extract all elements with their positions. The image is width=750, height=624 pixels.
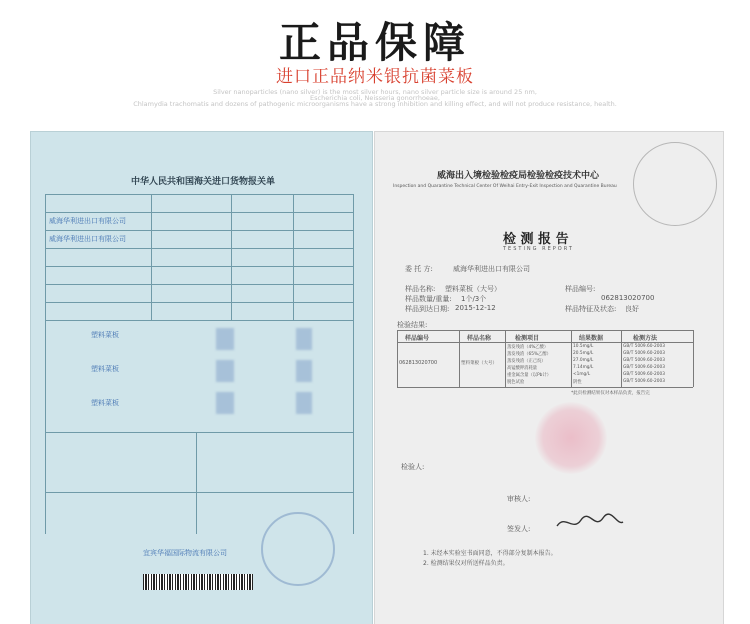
quantity-label: 样品数量/重量: — [405, 295, 452, 303]
date-label: 样品到达日期: — [405, 305, 450, 313]
barcode-icon — [143, 574, 253, 590]
customs-company-2: 威海华利进出口有限公司 — [49, 235, 126, 243]
table-sample-name: 塑料菜板（大号） — [461, 361, 497, 366]
table-row-result: 7.14mg/L — [573, 365, 594, 370]
grid-line — [293, 194, 294, 320]
table-sample-id: 062813020700 — [399, 360, 438, 366]
table-header-sample-id: 样品编号 — [405, 335, 430, 342]
censored-block — [296, 360, 312, 382]
stamp-icon — [261, 512, 335, 586]
table-header-result: 结果数据 — [579, 335, 604, 342]
table-line — [397, 342, 693, 343]
conclusion-label: 检验结果: — [397, 321, 428, 329]
grid-line — [45, 302, 353, 303]
official-seal-icon — [535, 402, 607, 474]
censored-block — [296, 328, 312, 350]
note-2: 2. 检测结果仅对所送样品负责。 — [423, 560, 509, 567]
table-row-result: 20.5mg/L — [573, 351, 594, 356]
censored-block — [216, 392, 234, 414]
table-row-item: 蒸发残渣（正己烷） — [507, 359, 546, 364]
censored-block — [296, 392, 312, 414]
grid-line — [353, 194, 354, 534]
customs-company-1: 威海华利进出口有限公司 — [49, 217, 126, 225]
signature-icon — [555, 512, 625, 534]
grid-line — [45, 194, 353, 195]
table-line — [505, 330, 506, 387]
grid-line — [45, 266, 353, 267]
sample-id-value: 062813020700 — [601, 294, 655, 302]
sample-name-value: 塑料菜板（大号） — [445, 285, 501, 293]
table-row-method: GB/T 5009.60-2003 — [623, 372, 665, 377]
table-row-result: <1mg/L — [573, 372, 591, 377]
grid-line — [231, 194, 232, 320]
table-row-method: GB/T 5009.60-2003 — [623, 344, 665, 349]
grid-line — [45, 194, 46, 534]
table-line — [397, 330, 693, 331]
header — [0, 0, 750, 122]
table-line — [693, 330, 694, 387]
grid-line — [45, 432, 353, 433]
table-note: *此页检测结果仅对本样品负责，报告完 — [571, 391, 650, 396]
grid-line — [45, 248, 353, 249]
fine-print-3: Chlamydia trachomatis and dozens of pathogenic microorganisms have a strong inhibition and killing effect, and will not produce resistance, health. — [133, 100, 617, 108]
report-org-en: Inspection and Quarantine Technical Center Of Weihai Entry-Exit Inspection and Quarantine Bureau — [393, 184, 617, 189]
status-label: 样品特征及状态: — [565, 305, 617, 313]
stamp-icon — [633, 142, 717, 226]
table-row-method: GB/T 5009.60-2003 — [623, 365, 665, 370]
grid-line — [196, 432, 197, 534]
page-subtitle: 进口正品纳米银抗菌菜板 — [276, 67, 474, 87]
table-row-method: GB/T 5009.60-2003 — [623, 379, 665, 384]
grid-line — [45, 230, 353, 231]
customs-signature-company: 宜宾华福国际物流有限公司 — [143, 549, 227, 557]
table-line — [621, 330, 622, 387]
customs-item-3: 塑料菜板 — [91, 399, 119, 407]
table-row-item: 脱色试验 — [507, 380, 525, 385]
table-row-item: 蒸发残渣（65%乙醇） — [507, 352, 551, 357]
client-label: 委 托 方: — [405, 265, 433, 273]
customs-item-2: 塑料菜板 — [91, 365, 119, 373]
table-line — [397, 387, 693, 388]
approver-label: 签发人: — [507, 525, 531, 533]
table-line — [459, 330, 460, 387]
grid-line — [45, 320, 353, 321]
table-row-method: GB/T 5009.60-2003 — [623, 351, 665, 356]
table-header-item: 检测项目 — [515, 335, 540, 342]
report-title-en: TESTING REPORT — [503, 246, 574, 252]
table-line — [397, 330, 398, 387]
reviewer-label: 审核人: — [507, 495, 531, 503]
customs-item-1: 塑料菜板 — [91, 331, 119, 339]
status-value: 良好 — [625, 305, 639, 313]
table-header-sample-name: 样品名称 — [467, 335, 492, 342]
grid-line — [151, 194, 152, 320]
note-1: 1. 未经本实验室书面同意，不得部分复制本报告。 — [423, 550, 557, 557]
table-row-result: 10.5mg/L — [573, 344, 594, 349]
sample-name-label: 样品名称: — [405, 285, 436, 293]
table-row-item: 高锰酸钾消耗量 — [507, 366, 538, 371]
client-value: 威海华利进出口有限公司 — [453, 265, 530, 273]
customs-declaration-image — [31, 132, 372, 624]
customs-title: 中华人民共和国海关进口货物报关单 — [131, 177, 276, 187]
grid-line — [45, 212, 353, 213]
table-line — [571, 330, 572, 387]
inspector-label: 检验人: — [401, 463, 425, 471]
table-row-item: 重金属含量（以Pb计） — [507, 373, 551, 378]
fine-print-1: Silver nanoparticles (nano silver) is the most silver hours, nano silver particle size is around 25 nm, — [213, 88, 537, 96]
grid-line — [45, 284, 353, 285]
table-row-result: 27.0mg/L — [573, 358, 594, 363]
table-row-item: 蒸发残渣（4%乙酸） — [507, 345, 549, 350]
date-value: 2015-12-12 — [455, 304, 496, 312]
table-header-method: 检测方法 — [633, 335, 658, 342]
censored-block — [216, 328, 234, 350]
testing-report-image — [375, 132, 723, 624]
fine-print-2: Escherichia coli, Neisseria gonorrhoeae, — [310, 94, 440, 102]
report-org-cn: 威海出入境检验检疫局检验检疫技术中心 — [437, 171, 600, 181]
quantity-value: 1个/3个 — [461, 295, 487, 303]
table-row-method: GB/T 5009.60-2003 — [623, 358, 665, 363]
table-row-result: 阴性 — [573, 380, 582, 385]
censored-block — [216, 360, 234, 382]
report-title: 检 测 报 告 — [503, 232, 569, 247]
grid-line — [45, 492, 353, 493]
page-title: 正品保障 — [278, 18, 471, 67]
sample-id-label: 样品编号: — [565, 285, 596, 293]
